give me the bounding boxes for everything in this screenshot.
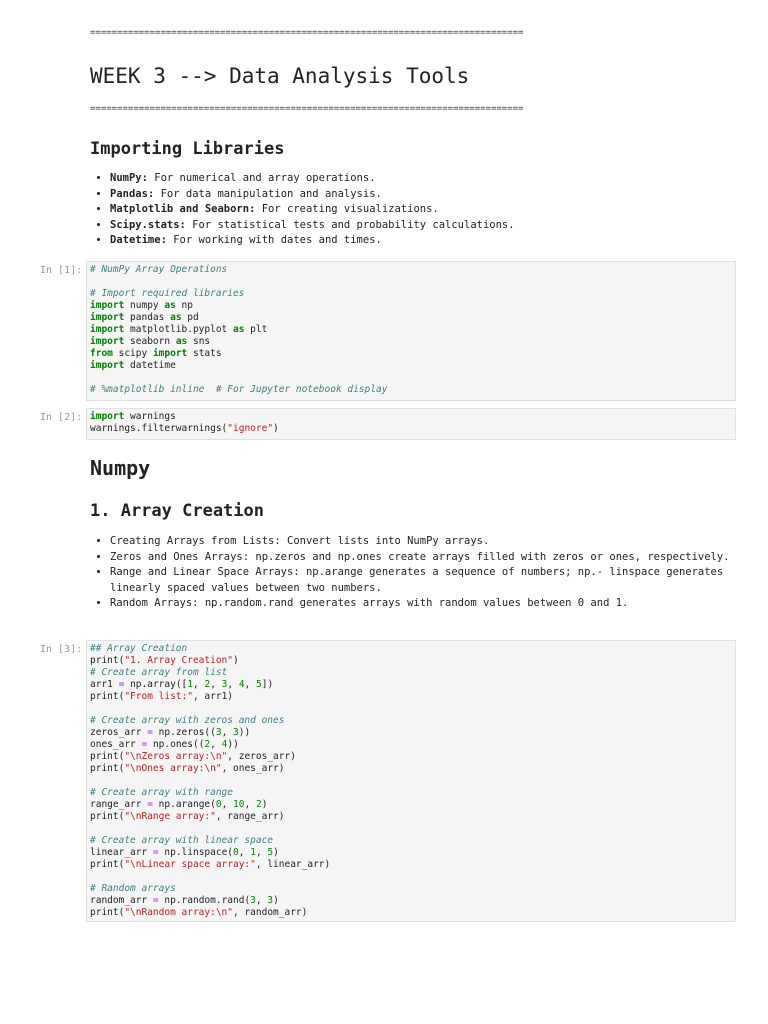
list-item-text: For statistical tests and probability calculations. (185, 218, 515, 231)
list-item-text: For data manipulation and analysis. (154, 187, 382, 200)
list-item (110, 218, 730, 234)
code-line: # Random arrays (90, 883, 176, 894)
title-rule-bottom: ================================================================================ (90, 104, 524, 114)
list-item-bold: Datetime: (110, 234, 167, 246)
list-item: • Random Arrays: np.random.rand generates arrays with random values between 0 and 1. (110, 596, 730, 612)
code-line: # Create array with zeros and ones (90, 715, 285, 726)
array-creation-list-container (90, 534, 730, 612)
cell-prompt-1: In [1]: (40, 265, 83, 276)
code-cell-1-source: # NumPy Array Operations # Import required libraries import numpy as np import pandas as pd import matplotlib.pyplot as plt import seaborn as sns from scipy import stats import datetime # %matplotlib inline # For Jupyter notebook display (90, 264, 388, 395)
array-creation-heading: 1. Array Creation (90, 501, 264, 521)
list-item-bold: Scipy.stats: (110, 218, 186, 231)
list-item (110, 171, 730, 187)
code-line: # NumPy Array Operations (90, 264, 228, 275)
list-item: • Creating Arrays from Lists: Convert lists into NumPy arrays. (110, 534, 730, 550)
array-creation-list (90, 534, 730, 612)
code-line: # Create array with linear space (90, 835, 274, 846)
page-title: WEEK 3 --> Data Analysis Tools (90, 64, 470, 88)
cell-prompt-2: In [2]: (40, 412, 83, 423)
importing-libraries-list-container (90, 171, 730, 249)
importing-libraries-heading: Importing Libraries (90, 139, 285, 159)
list-item: • Zeros and Ones Arrays: np.zeros and np.ones create arrays filled with zeros or ones, respectively. (110, 550, 730, 566)
list-item-bold: NumPy: (110, 172, 148, 184)
list-item (110, 202, 730, 218)
code-cell-3[interactable] (86, 640, 736, 922)
code-cell-1[interactable] (86, 261, 736, 401)
numpy-heading: Numpy (90, 456, 151, 480)
title-rule-top: ================================================================================ (90, 28, 524, 38)
list-item-text: For creating visualizations. (255, 203, 439, 215)
code-cell-2[interactable] (86, 408, 736, 440)
list-item (110, 187, 730, 203)
code-line: # Create array from list (90, 667, 228, 678)
code-line: # %matplotlib inline # For Jupyter notebook display (90, 384, 388, 395)
cell-prompt-3: In [3]: (40, 644, 83, 655)
importing-libraries-list (90, 171, 730, 249)
list-item (110, 233, 730, 249)
code-cell-2-source: import warnings warnings.filterwarnings("ignore") (90, 411, 279, 434)
list-item-bold: Matplotlib and Seaborn: (110, 203, 256, 215)
code-line: ## Array Creation (90, 643, 188, 654)
list-item-bold: Pandas: (110, 187, 155, 200)
code-line: # Create array with range (90, 787, 233, 798)
list-item: • Range and Linear Space Arrays: np.arange generates a sequence of numbers; np.- linspace generates linearly spaced values between two numbers. (110, 565, 730, 596)
list-item-text: For numerical and array operations. (147, 172, 376, 184)
code-line: # Import required libraries (90, 288, 245, 299)
list-item-text: For working with dates and times. (166, 234, 382, 246)
code-cell-3-source: ## Array Creation print("1. Array Creation") # Create array from list arr1 = np.array([1, 2, 3, 4, 5]) print("From list:", arr1) # Create array with zeros and ones zeros_arr = np.zeros((3, 3)) ones_arr = np.ones((2, 4)) print("\nZeros array:\n", zeros_arr) print("\nOnes array:\n", ones_arr) # Create array with range range_arr = np.arange(0, 10, 2) print("\nRange array:", range_arr) # Create array with linear space linear_arr = np.linspace(0, 1, 5) print("\nLinear space array:", linear_arr) # Random arrays random_arr = np.random.rand(3, 3) print("\nRandom array:\n", random_arr) (90, 643, 331, 918)
